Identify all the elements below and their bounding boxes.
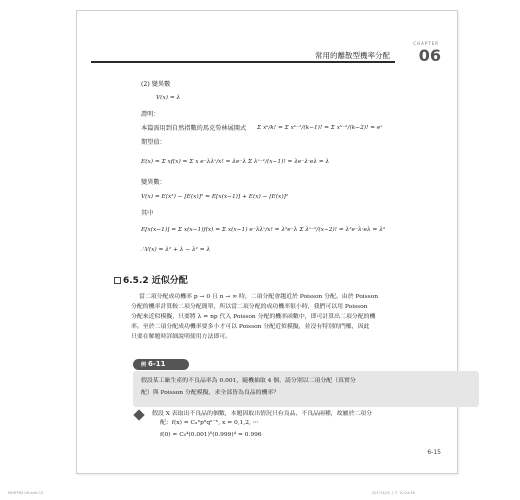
example-line: 假設某工廠生產的不良品率為 0.001，隨機抽取 4 個，請分別以二項分配（真實分 bbox=[141, 378, 356, 384]
solution-line: 假設 X 表取出不良品的個數，本題因取出情況只有良品、不良品兩種，故屬於二項分 bbox=[152, 411, 373, 417]
example-badge bbox=[133, 359, 189, 370]
example-line: 配）與 Poisson 分配模擬，求全部皆為良品的機率？ bbox=[141, 390, 280, 396]
section-number: 6.5.2 bbox=[123, 276, 149, 286]
paragraph-line: 分配的機率計算較二項分配簡單，所以當二項分配的成功機率很小時，我們可以用 Poisson bbox=[131, 304, 368, 310]
where-formula: E[x(x−1)] = Σ x(x−1)f(x) = Σ x(x−1) e⁻λλˣ/x! = λ²e⁻λ Σ λˣ⁻²/(x−2)! = λ²e⁻λ·eλ = λ² bbox=[141, 227, 386, 233]
var-label: 變異數： bbox=[141, 179, 166, 186]
expectation-label: 期望值： bbox=[141, 139, 166, 146]
var-formula: V(x) = E(x²) − [E(x)]² = E[x(x−1)] + E(x) − [E(x)]² bbox=[141, 194, 289, 200]
section-title: 近似分配 bbox=[151, 276, 188, 286]
solution-line: f(0) = C₀⁴(0.001)⁰(0.999)⁴ = 0.996 bbox=[160, 432, 262, 438]
section-square-icon bbox=[114, 277, 121, 284]
where-label: 其中 bbox=[141, 210, 154, 217]
header-rule bbox=[91, 61, 395, 63]
paragraph-line: 當二項分配成功機率 p → 0 且 n → ∞ 時，二項分配會趨近於 Poisson 分配。由於 Poisson bbox=[139, 294, 379, 300]
conclusion-formula: ∴V(x) = λ² + λ − λ² = λ bbox=[141, 247, 211, 253]
solution-diamond-icon bbox=[133, 409, 144, 420]
expectation-formula: E(x) = Σ xf(x) = Σ x e⁻λλˣ/x! = λe⁻λ Σ λˣ⁻¹/(x−1)! = λe⁻λ·eλ = λ bbox=[141, 159, 330, 165]
solution-line: 配：f(x) = Cₓⁿpˣqⁿ⁻ˣ, x = 0,1,2, ⋯ bbox=[160, 420, 259, 426]
meta-date: 2017/4/25 上午 10:24:46 bbox=[372, 491, 415, 495]
variance-formula: V(x) = λ bbox=[156, 95, 181, 101]
solution-text bbox=[152, 410, 372, 440]
proof-text: 本篇需用到自然指數的馬克勞林展開式 bbox=[141, 125, 247, 132]
paragraph-line: 分配來近似模擬，只要將 λ = np 代入 Poisson 分配的機率函數中，即可計算出二項分配的機 bbox=[131, 314, 376, 320]
section-heading bbox=[114, 273, 188, 286]
chapter-word: CHAPTER bbox=[413, 41, 439, 46]
book-page bbox=[76, 10, 458, 474]
chapter-number: 06 bbox=[418, 46, 441, 65]
page-number: 6-15 bbox=[427, 449, 441, 456]
paragraph-line: 只要在解題時詳細說明使用方法即可。 bbox=[131, 334, 232, 340]
proof-label: 證明： bbox=[141, 111, 160, 118]
example-label: 例 bbox=[141, 362, 147, 368]
series-formula: Σ xᵏ/k! = Σ xᵏ⁻¹/(k−1)! = Σ xᵏ⁻²/(k−2)! = eˣ bbox=[257, 125, 383, 131]
paragraph-line: 率。至於二項分配成功機率要多小才可以 Poisson 分配近似模擬，並沒有特別的門檻，因此 bbox=[131, 324, 370, 330]
example-box bbox=[133, 371, 479, 407]
meta-file: MHDTNS 06.indd 15 bbox=[8, 491, 44, 495]
chapter-title: 常用的離散型機率分配 bbox=[312, 50, 393, 61]
example-number: 6-11 bbox=[148, 360, 166, 368]
variance-label: (2) 變異數 bbox=[141, 81, 171, 88]
running-header bbox=[77, 41, 457, 69]
